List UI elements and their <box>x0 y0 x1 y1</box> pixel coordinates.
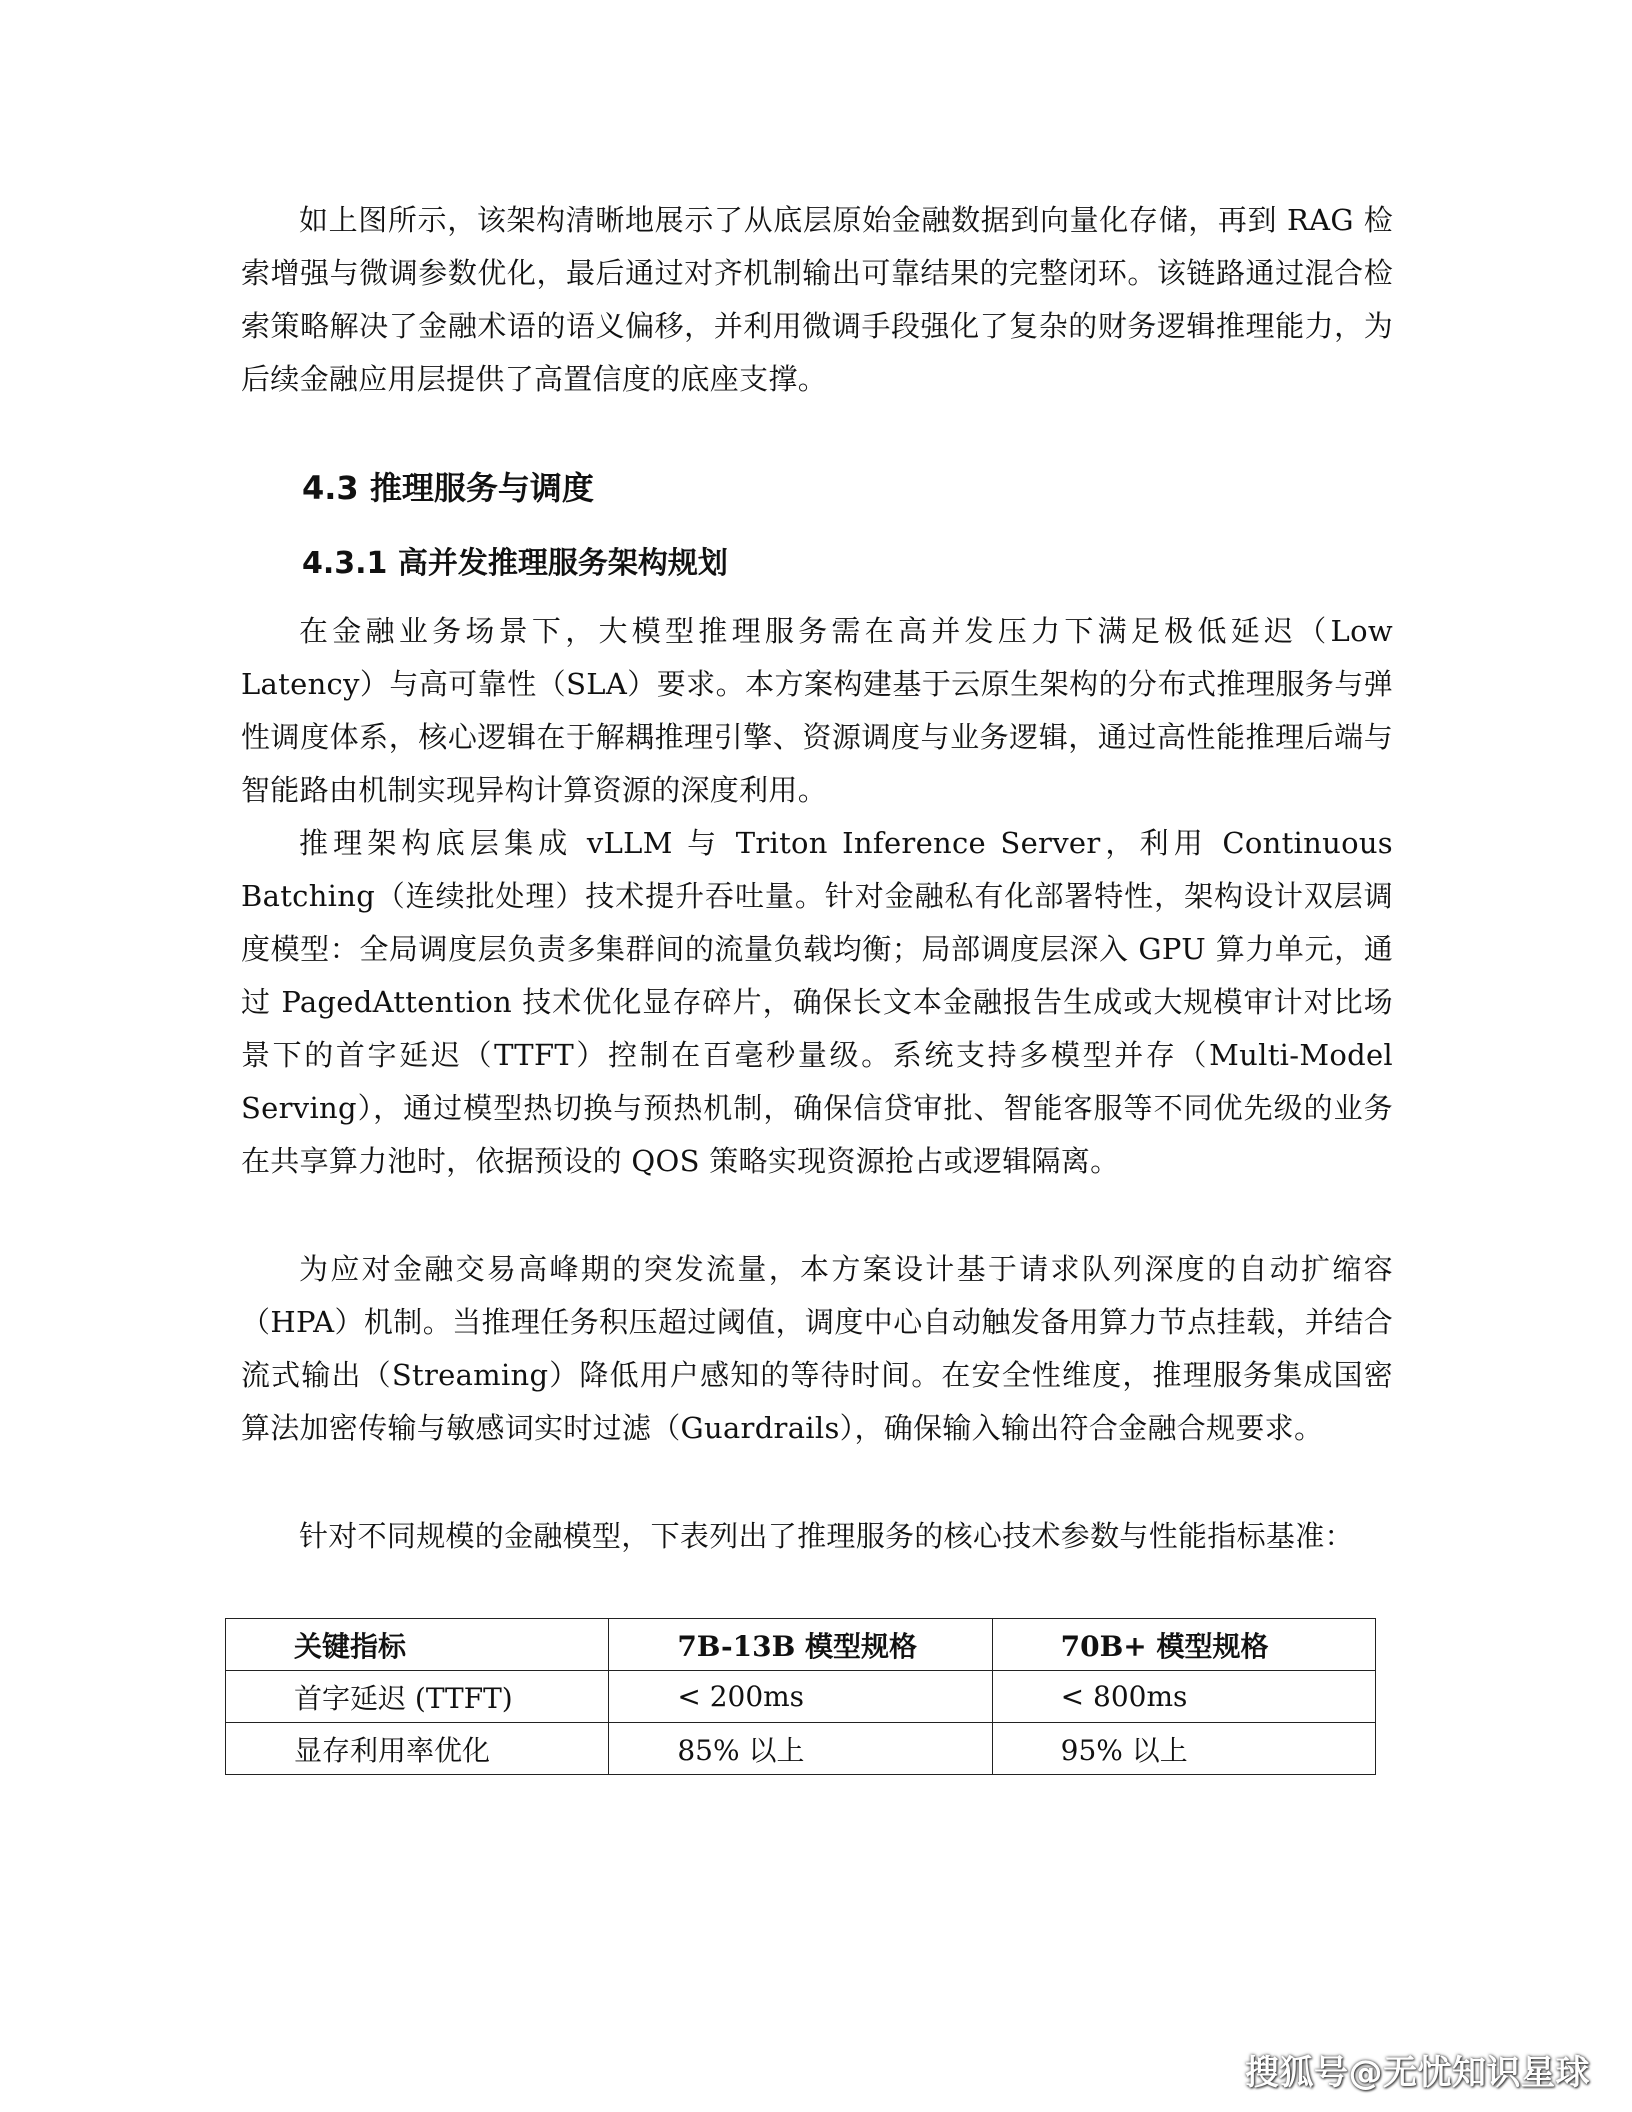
subsection-heading-4-3-1: 4.3.1 高并发推理服务架构规划 <box>302 546 728 581</box>
table-cell: 显存利用率优化 <box>226 1723 609 1775</box>
paragraph-autoscaling-security: 为应对金融交易高峰期的突发流量，本方案设计基于请求队列深度的自动扩缩容（HPA）机制。当推理任务积压超过阈值，调度中心自动触发备用算力节点挂载，并结合流式输出（Streaming）降低用户感知的等待时间。在安全性维度，推理服务集成国密算法加密传输与敏感词实时过滤（Guardrails），确保输入输出符合金融合规要求。 <box>241 1252 1393 1445</box>
table-cell: < 800ms <box>992 1671 1375 1723</box>
performance-metrics-table <box>225 1618 1376 1775</box>
table-cell: 85% 以上 <box>609 1723 992 1775</box>
paragraph-inference-requirements: 在金融业务场景下，大模型推理服务需在高并发压力下满足极低延迟（Low Latency）与高可靠性（SLA）要求。本方案构建基于云原生架构的分布式推理服务与弹性调度体系，核心逻辑在于解耦推理引擎、资源调度与业务逻辑，通过高性能推理后端与智能路由机制实现异构计算资源的深度利用。 <box>241 614 1393 807</box>
table-cell: 95% 以上 <box>992 1723 1375 1775</box>
table-cell: 首字延迟 (TTFT) <box>226 1671 609 1723</box>
paragraph-table-intro: 针对不同规模的金融模型，下表列出了推理服务的核心技术参数与性能指标基准： <box>299 1519 1354 1553</box>
section-heading-4-3: 4.3 推理服务与调度 <box>302 469 594 507</box>
paragraph-inference-architecture: 推理架构底层集成 vLLM 与 Triton Inference Server，利用 Continuous Batching（连续批处理）技术提升吞吐量。针对金融私有化部署特性，架构设计双层调度模型：全局调度层负责多集群间的流量负载均衡；局部调度层深入 GPU 算力单元，通过 PagedAttention 技术优化显存碎片，确保长文本金融报告生成或大规模审计对比场景下的首字延迟（TTFT）控制在百毫秒量级。系统支持多模型并存（Multi-Model Serving），通过模型热切换与预热机制，确保信贷审批、智能客服等不同优先级的业务在共享算力池时，依据预设的 QOS 策略实现资源抢占或逻辑隔离。 <box>241 826 1393 1178</box>
table-header-cell: 70B+ 模型规格 <box>992 1619 1375 1671</box>
table-row <box>226 1671 1376 1723</box>
watermark: 搜狐号@无忧知识星球 <box>1245 2053 1590 2093</box>
table-header-row <box>226 1619 1376 1671</box>
table-header-cell: 关键指标 <box>226 1619 609 1671</box>
table-row <box>226 1723 1376 1775</box>
paragraph-architecture-summary: 如上图所示，该架构清晰地展示了从底层原始金融数据到向量化存储，再到 RAG 检索增强与微调参数优化，最后通过对齐机制输出可靠结果的完整闭环。该链路通过混合检索策略解决了金融术语的语义偏移，并利用微调手段强化了复杂的财务逻辑推理能力，为后续金融应用层提供了高置信度的底座支撑。 <box>241 203 1393 396</box>
table-header-cell: 7B-13B 模型规格 <box>609 1619 992 1671</box>
table-cell: < 200ms <box>609 1671 992 1723</box>
